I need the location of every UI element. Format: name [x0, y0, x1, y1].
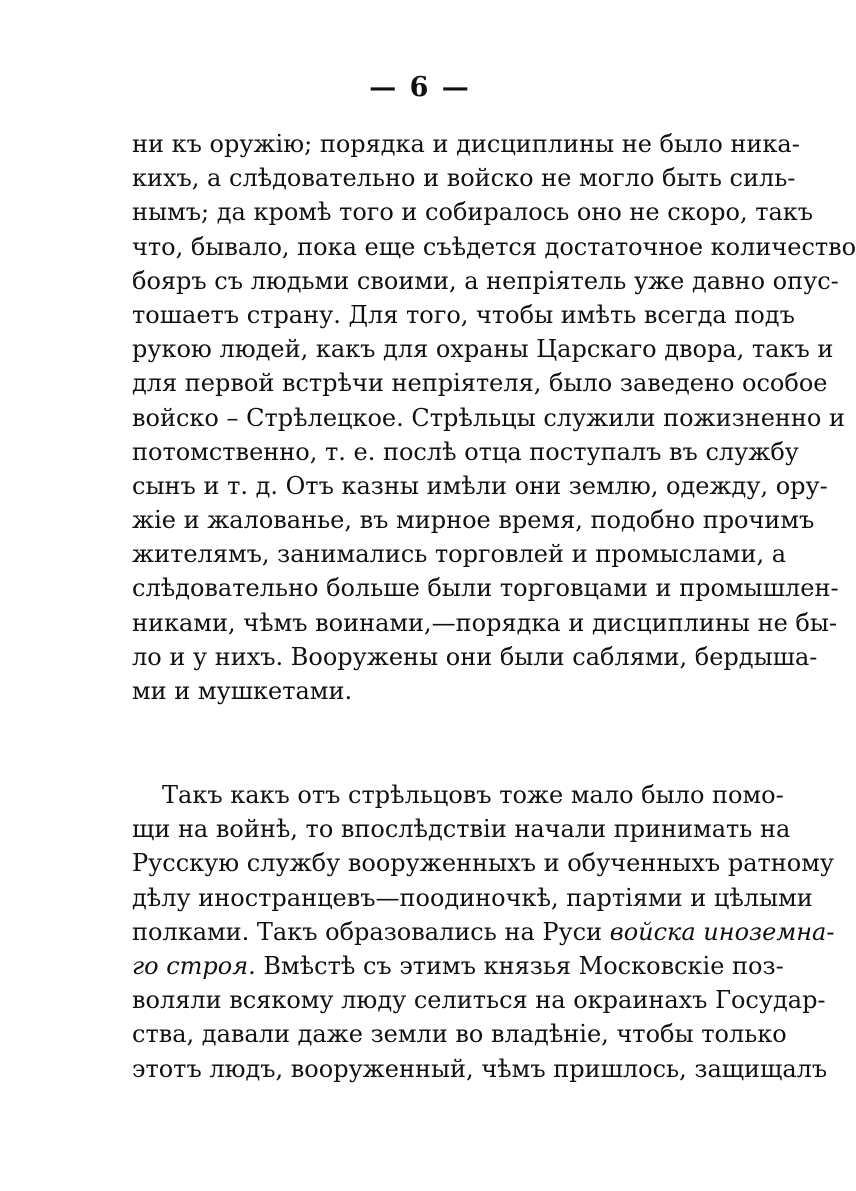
text-line: слѣдовательно больше были торговцами и промышлен- — [132, 574, 839, 603]
text-line: ни къ оружію; порядка и дисциплины не было ника- — [132, 130, 800, 158]
text-line: тошаетъ страну. Для того, чтобы имѣть всегда подъ — [132, 300, 795, 329]
italic-term: го строя. — [132, 951, 256, 980]
text-line: воляли всякому люду селиться на окраинахъ Государ- — [132, 986, 826, 1015]
text-line: щи на войнѣ, то впослѣдствіи начали принимать на — [132, 815, 791, 844]
text-line: дѣлу иностранцевъ—поодиночкѣ, партіями и цѣлыми — [132, 883, 813, 912]
text-line: для первой встрѣчи непріятеля, было заведено особое — [132, 369, 828, 398]
text-line-mixed — [132, 915, 835, 949]
text-span: Вмѣстѣ съ этимъ князья Московскіе поз- — [255, 951, 784, 980]
text-line: Такъ какъ отъ стрѣльцовъ тоже мало было помо- — [162, 781, 784, 809]
text-line-mixed — [132, 949, 784, 983]
text-line: бояръ съ людьми своими, а непріятель уже давно опус- — [132, 266, 839, 295]
paragraph-2 — [132, 778, 835, 1086]
text-line: потомственно, т. е. послѣ отца поступалъ въ службу — [132, 437, 799, 466]
paragraph-1 — [132, 127, 856, 708]
text-line: ло и у нихъ. Вооружены они были саблями, бердыша- — [132, 642, 818, 671]
text-line: нымъ; да кромѣ того и собиралось оно не скоро, такъ — [132, 198, 814, 227]
text-line: Русскую службу вооруженныхъ и обученныхъ ратному — [132, 849, 835, 878]
text-line: этотъ людъ, вооруженный, чѣмъ пришлось, защищалъ — [132, 1054, 828, 1083]
text-line: ства, давали даже земли во владѣніе, чтобы только — [132, 1020, 787, 1049]
text-line: войско – Стрѣлецкое. Стрѣльцы служили пожизненно и — [132, 403, 845, 432]
text-line: никами, чѣмъ воинами,—порядка и дисциплины не бы- — [132, 608, 838, 637]
text-line: рукою людей, какъ для охраны Царскаго двора, такъ и — [132, 335, 834, 364]
italic-term: войска иноземна- — [609, 917, 835, 946]
page-number: — 6 — — [369, 72, 471, 103]
text-line: кихъ, а слѣдовательно и войско не могло быть силь- — [132, 164, 796, 193]
text-line: ми и мушкетами. — [132, 677, 353, 705]
text-line: жіе и жалованье, въ мирное время, подобно прочимъ — [132, 506, 815, 535]
text-line: сынъ и т. д. Отъ казны имѣли они землю, одежду, ору- — [132, 471, 828, 500]
text-span: полками. Такъ образовались на Руси — [132, 917, 610, 946]
text-line: что, бывало, пока еще съѣдется достаточное количество — [132, 232, 856, 261]
text-line: жителямъ, занимались торговлей и промыслами, а — [132, 540, 787, 569]
